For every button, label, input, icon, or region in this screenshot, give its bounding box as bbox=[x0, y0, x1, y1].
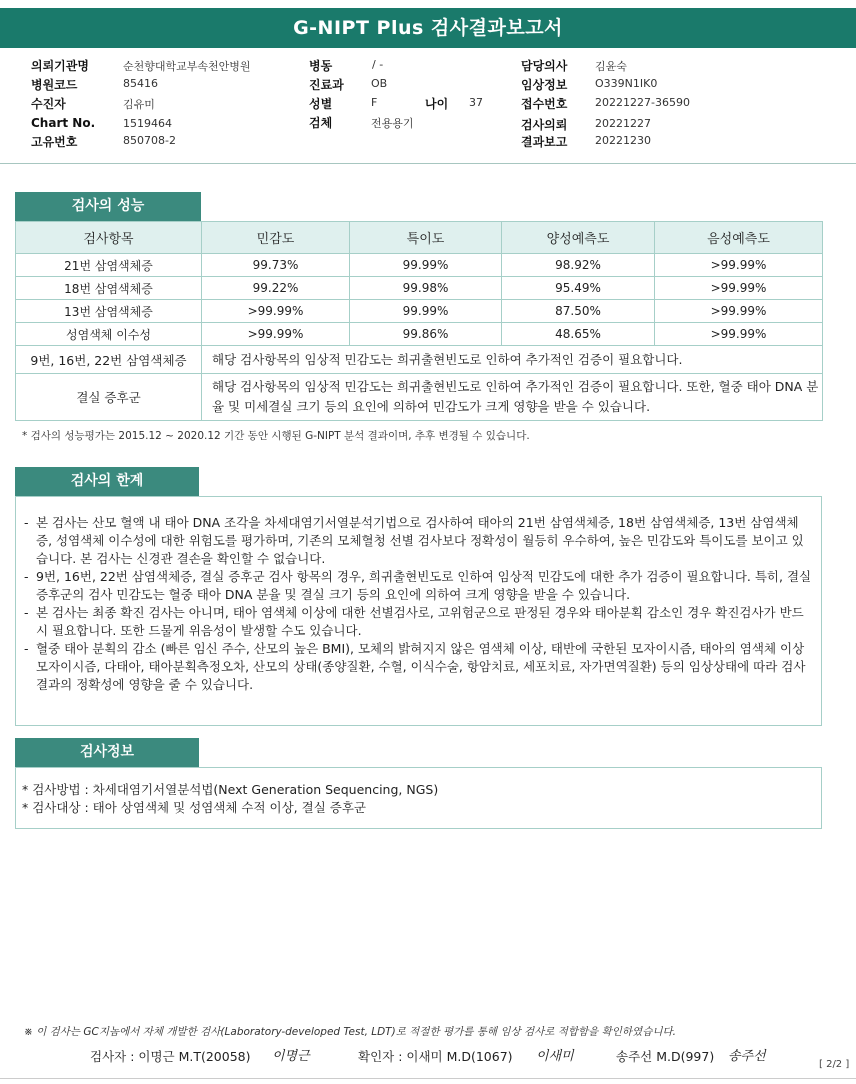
value-specimen: 전용용기 bbox=[371, 117, 414, 130]
table-row bbox=[16, 254, 823, 277]
section-title-limits: 검사의 한계 bbox=[15, 467, 199, 496]
label-accession-no: 접수번호 bbox=[521, 97, 568, 111]
label-unique-id: 고유번호 bbox=[31, 135, 78, 149]
cell-sensitivity: 99.73% bbox=[202, 254, 350, 277]
info-box bbox=[15, 767, 822, 829]
limit-text: 본 검사는 산모 혈액 내 태아 DNA 조각을 차세대염기서열분석기법으로 검사하여 태아의 21번 삼염색체증, 18번 삼염색체증, 13번 삼염색체증, 성염색체 이수성에 대한 위험도를 평가하며, 기존의 모체혈청 선별 검사보다 정확성이 월등히 우수하여, 높은 민감도와 특이도를 보이고 있습니다. 본 검사는 신경관 결손을 확인할 수 없습니다. bbox=[36, 515, 804, 566]
report-title: G-NIPT Plus 검사결과보고서 bbox=[0, 8, 856, 48]
value-accession-no: 20221227-36590 bbox=[595, 96, 690, 109]
tester-signature: 이명근 bbox=[272, 1049, 310, 1064]
header-cell-npv: 음성예측도 bbox=[655, 222, 823, 254]
cell-ppv: 87.50% bbox=[502, 300, 655, 323]
ldt-disclaimer: ※ 이 검사는 GC지놈에서 자체 개발한 검사(Laboratory-developed Test, LDT)로 적절한 평가를 통해 임상 검사로 적합함을 확인하였습니다. bbox=[24, 1026, 676, 1038]
header-cell-ppv: 양성예측도 bbox=[502, 222, 655, 254]
label-department: 진료과 bbox=[309, 78, 344, 92]
value-requesting-institution: 순천향대학교부속천안병원 bbox=[123, 60, 251, 73]
cell-ppv: 98.92% bbox=[502, 254, 655, 277]
value-doctor: 김윤숙 bbox=[595, 60, 627, 73]
cell-sensitivity: 99.22% bbox=[202, 277, 350, 300]
label-specimen: 검체 bbox=[309, 116, 333, 130]
performance-table bbox=[15, 221, 823, 421]
section-title-info: 검사정보 bbox=[15, 738, 199, 767]
info-method: * 검사방법 : 차세대염기서열분석법(Next Generation Sequencing, NGS) bbox=[22, 782, 439, 797]
table-row bbox=[16, 277, 823, 300]
value-sex: F bbox=[371, 96, 378, 109]
cell-description: 해당 검사항목의 임상적 민감도는 희귀출현빈도로 인하여 추가적인 검증이 필요합니다. bbox=[202, 346, 823, 374]
cell-ppv: 95.49% bbox=[502, 277, 655, 300]
list-item: - 본 검사는 산모 혈액 내 태아 DNA 조각을 차세대염기서열분석기법으로 검사하여 태아의 21번 삼염색체증, 18번 삼염색체증, 13번 삼염색체증, 성염색체 이수성에 대한 위험도를 평가하며, 기존의 모체혈청 선별 검사보다 정확성이 월등히 우수하여, 높은 민감도와 특이도를 보이고 있습니다. 본 검사는 신경관 결손을 확인할 수 없습니다. bbox=[24, 515, 804, 566]
confirmer-name: 확인자 : 이새미 M.D(1067) bbox=[358, 1049, 513, 1064]
cell-specificity: 99.98% bbox=[350, 277, 502, 300]
header-cell-sensitivity: 민감도 bbox=[202, 222, 350, 254]
value-ward: / - bbox=[372, 58, 384, 71]
cell-item: 결실 증후군 bbox=[16, 374, 202, 421]
confirmer-signature: 이새미 bbox=[536, 1049, 574, 1064]
label-age: 나이 bbox=[425, 97, 449, 111]
list-item: - 혈중 태아 분획의 감소 (빠른 임신 주수, 산모의 높은 BMI), 모체의 밝혀지지 않은 염색체 이상, 태반에 국한된 모자이시즘, 태아의 염색체 이상 모자이시즘, 다태아, 태아분획측정오차, 산모의 상태(종양질환, 수혈, 이식수술, 항암치료, 세포치료, 자가면역질환) 등의 임상상태에 따라 검사결과의 정확성에 영향을 줄 수 있습니다. bbox=[24, 641, 806, 692]
page-bottom-divider bbox=[0, 1078, 856, 1079]
value-patient: 김유미 bbox=[123, 98, 155, 111]
limits-box bbox=[15, 496, 822, 726]
label-patient: 수진자 bbox=[31, 97, 66, 111]
cell-npv: >99.99% bbox=[655, 254, 823, 277]
label-requesting-institution: 의뢰기관명 bbox=[31, 59, 89, 73]
limits-list bbox=[24, 514, 814, 694]
label-report-date: 결과보고 bbox=[521, 135, 568, 149]
cell-ppv: 48.65% bbox=[502, 323, 655, 346]
value-clinical-info: O339N1IK0 bbox=[595, 77, 658, 90]
value-chart-no: 1519464 bbox=[123, 117, 172, 130]
label-doctor: 담당의사 bbox=[521, 59, 568, 73]
page-number: [ 2/2 ] bbox=[819, 1059, 850, 1070]
cell-sensitivity: >99.99% bbox=[202, 323, 350, 346]
cell-sensitivity: >99.99% bbox=[202, 300, 350, 323]
list-item: - 본 검사는 최종 확진 검사는 아니며, 태아 염색체 이상에 대한 선별검사로, 고위험군으로 판정된 경우와 태아분획 감소인 경우 확진검사가 반드시 필요합니다. 또한 드물게 위음성이 발생할 수도 있습니다. bbox=[24, 605, 804, 638]
cell-specificity: 99.99% bbox=[350, 300, 502, 323]
cell-specificity: 99.99% bbox=[350, 254, 502, 277]
header-divider bbox=[0, 163, 856, 164]
value-unique-id: 850708-2 bbox=[123, 134, 176, 147]
header-cell-specificity: 특이도 bbox=[350, 222, 502, 254]
performance-header-row bbox=[16, 222, 823, 254]
value-request-date: 20221227 bbox=[595, 117, 651, 130]
table-row bbox=[16, 323, 823, 346]
table-row bbox=[16, 300, 823, 323]
value-department: OB bbox=[371, 77, 388, 90]
cell-item: 9번, 16번, 22번 삼염색체증 bbox=[16, 346, 202, 374]
limit-text: 본 검사는 최종 확진 검사는 아니며, 태아 염색체 이상에 대한 선별검사로, 고위험군으로 판정된 경우와 태아분획 감소인 경우 확진검사가 반드시 필요합니다. 또한 드물게 위음성이 발생할 수도 있습니다. bbox=[36, 605, 804, 638]
value-report-date: 20221230 bbox=[595, 134, 651, 147]
label-hospital-code: 병원코드 bbox=[31, 78, 78, 92]
cell-npv: >99.99% bbox=[655, 300, 823, 323]
cell-item: 13번 삼염색체증 bbox=[16, 300, 202, 323]
label-chart-no: Chart No. bbox=[31, 116, 96, 130]
doctor-name: 송주선 M.D(997) bbox=[616, 1049, 715, 1064]
limit-text: 9번, 16번, 22번 삼염색체증, 결실 증후군 검사 항목의 경우, 희귀출현빈도로 인하여 임상적 민감도에 대한 추가 검증이 필요합니다. 특히, 결실 증후군의 검사 민감도는 혈중 태아 DNA 분율 및 결실 크기 등의 요인에 의하여 크게 영향을 받을 수 있습니다. bbox=[36, 569, 812, 602]
tester-name: 검사자 : 이명근 M.T(20058) bbox=[90, 1049, 251, 1064]
label-request-date: 검사의뢰 bbox=[521, 118, 568, 132]
limit-text: 혈중 태아 분획의 감소 (빠른 임신 주수, 산모의 높은 BMI), 모체의 밝혀지지 않은 염색체 이상, 태반에 국한된 모자이시즘, 태아의 염색체 이상 모자이시즘, 다태아, 태아분획측정오차, 산모의 상태(종양질환, 수혈, 이식수술, 항암치료, 세포치료, 자가면역질환) 등의 임상상태에 따라 검사결과의 정확성에 영향을 줄 수 있습니다. bbox=[36, 641, 806, 692]
cell-item: 18번 삼염색체증 bbox=[16, 277, 202, 300]
table-row bbox=[16, 346, 823, 374]
table-row bbox=[16, 374, 823, 421]
performance-note: * 검사의 성능평가는 2015.12 ~ 2020.12 기간 동안 시행된 G-NIPT 분석 결과이며, 추후 변경될 수 있습니다. bbox=[22, 430, 530, 442]
header-cell-item: 검사항목 bbox=[16, 222, 202, 254]
list-item: - 9번, 16번, 22번 삼염색체증, 결실 증후군 검사 항목의 경우, 희귀출현빈도로 인하여 임상적 민감도에 대한 추가 검증이 필요합니다. 특히, 결실 증후군의 검사 민감도는 혈중 태아 DNA 분율 및 결실 크기 등의 요인에 의하여 크게 영향을 받을 수 있습니다. bbox=[24, 569, 812, 602]
value-hospital-code: 85416 bbox=[123, 77, 158, 90]
label-clinical-info: 임상정보 bbox=[521, 78, 568, 92]
doctor-signature: 송주선 bbox=[728, 1049, 766, 1064]
section-title-performance: 검사의 성능 bbox=[15, 192, 201, 221]
value-age: 37 bbox=[469, 96, 483, 109]
cell-npv: >99.99% bbox=[655, 323, 823, 346]
cell-item: 21번 삼염색체증 bbox=[16, 254, 202, 277]
cell-npv: >99.99% bbox=[655, 277, 823, 300]
label-sex: 성별 bbox=[309, 97, 333, 111]
info-target: * 검사대상 : 태아 상염색체 및 성염색체 수적 이상, 결실 증후군 bbox=[22, 800, 366, 815]
cell-description: 해당 검사항목의 임상적 민감도는 희귀출현빈도로 인하여 추가적인 검증이 필요합니다. 또한, 혈중 태아 DNA 분율 및 미세결실 크기 등의 요인에 의하여 민감도가 크게 영향을 받을 수 있습니다. bbox=[202, 374, 823, 421]
cell-item: 성염색체 이수성 bbox=[16, 323, 202, 346]
label-ward: 병동 bbox=[309, 59, 333, 73]
cell-specificity: 99.86% bbox=[350, 323, 502, 346]
